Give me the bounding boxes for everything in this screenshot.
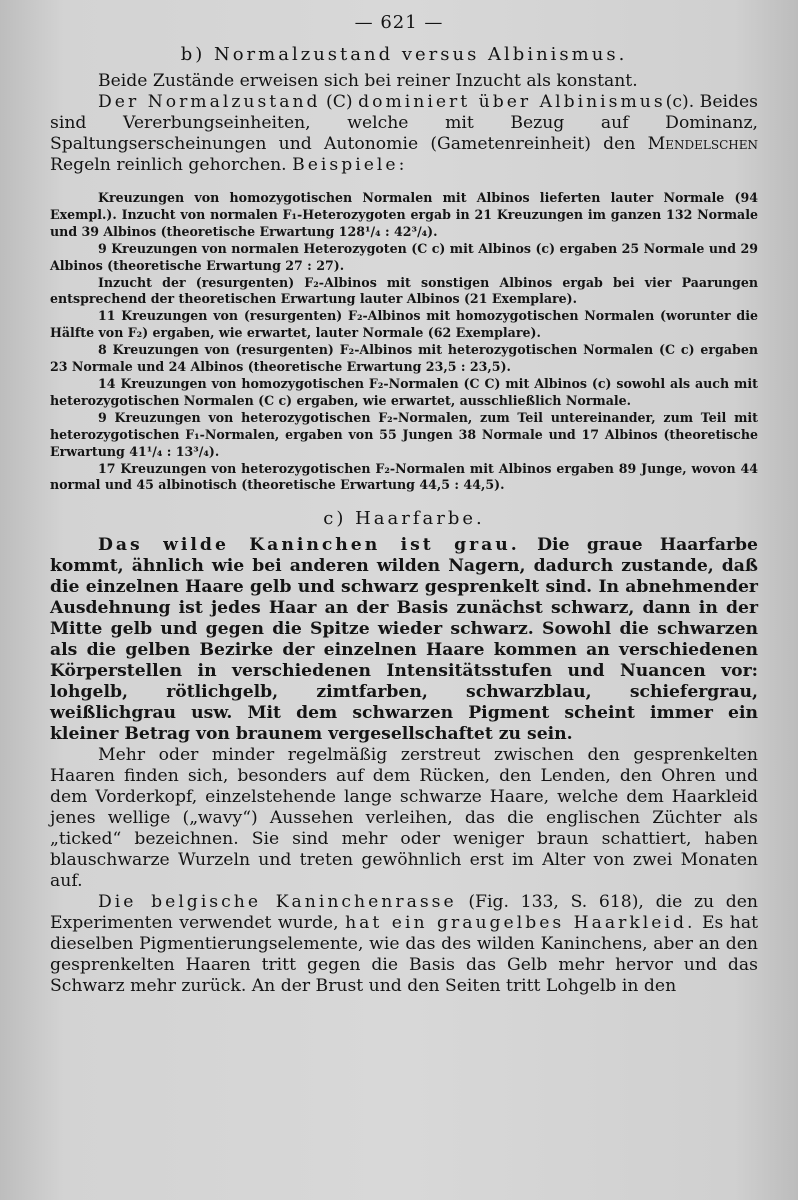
example-paragraph: 9 Kreuzungen von normalen Heterozygoten (C c) mit Albinos (c) ergaben 25 Normale und 29 Albinos (theoretische Erwartung 27 : 27). [50, 240, 758, 273]
paragraph-text: Regeln reinlich gehorchen. [50, 155, 287, 175]
paragraph-text: (c). Beides sind Vererbungseinheiten, welche mit Bezug auf Dominanz, Spaltungserscheinungen und Autonomie (Gametenreinheit) den [50, 92, 758, 154]
author-name: Mendelschen [647, 134, 758, 154]
example-paragraph: 14 Kreuzungen von homozygotischen F₂-Normalen (C C) mit Albinos (c) sowohl als auch mit heterozygotischen Normalen (C c) ergaben, wie erwartet, ausschließlich Normale. [50, 375, 758, 408]
paragraph [50, 892, 758, 997]
section-c-heading: c) Haarfarbe. [323, 508, 485, 530]
emphasis-text: hat ein graugelbes Haarkleid. [345, 913, 696, 934]
paragraph-text: (C) [326, 92, 353, 112]
paragraph-text: Beide Zustände erweisen sich bei reiner Inzucht als konstant. [98, 71, 638, 91]
example-paragraph: Inzucht der (resurgenten) F₂-Albinos mit sonstigen Albinos ergab bei vier Paarungen entsprechend der theoretischen Erwartung lauter Albinos (21 Exemplare). [50, 274, 758, 307]
paragraph-text: Die graue Haarfarbe kommt, ähnlich wie bei anderen wilden Nagern, dadurch zustande, daß die einzelnen Haare gelb und schwarz gesprenkelt sind. In abnehmender Ausdehnung ist jedes Haar an der Basis zunächst schwarz, dann in der Mitte gelb und gegen die Spitze wieder schwarz. Sowohl die schwarzen als die gelben Bezirke der einzelnen Haare kommen an verschiedenen Körperstellen in verschiedenen Intensitätsstufen und Nuancen vor: lohgelb, rötlichgelb, zimtfarben, schwarzblau, schiefergrau, weißlichgrau usw. Mit dem schwarzen Pigment scheint immer ein kleiner Betrag von braunem vergesellschaftet zu sein. [50, 535, 758, 745]
emphasis-text: Die belgische Kaninchenrasse [98, 892, 457, 913]
paragraph: Mehr oder minder regelmäßig zerstreut zwischen den gesprenkelten Haaren finden sich, besonders auf dem Rücken, den Lenden, den Ohren und dem Vorderkopf, einzelstehende lange schwarze Haare, welche dem Haarkleid jenes wellige („wavy“) Aussehen verleihen, das die englischen Züchter als „ticked“ bezeichnen. Sie sind mehr oder weniger braun schattiert, haben blauschwarze Wurzeln und treten gewöhnlich erst im Alter von zwei Monaten auf. [50, 745, 758, 892]
page-number: — 621 — [354, 12, 444, 33]
emphasis-text: Beispiele: [292, 155, 408, 175]
paragraph [50, 535, 758, 745]
example-paragraph: 11 Kreuzungen von (resurgenten) F₂-Albinos mit homozygotischen Normalen (worunter die Hälfte von F₂) ergaben, wie erwartet, lauter Normale (62 Exemplare). [50, 308, 758, 341]
page-content [50, 44, 758, 997]
paragraph-text: Es hat dieselben Pigmentierungselemente, wie das des wilden Kaninchens, aber an den gesprenkelten Haaren tritt gegen die Basis das Gelb mehr hervor und das Schwarz mehr zurück. An der Brust und den Seiten tritt Lohgelb in den [50, 913, 759, 997]
paragraph [50, 71, 758, 92]
example-paragraph: 8 Kreuzungen von (resurgenten) F₂-Albinos mit heterozygotischen Normalen (C c) ergaben 23 Normale und 24 Albinos (theoretische Erwartung 23,5 : 23,5). [50, 342, 758, 375]
emphasis-text: Das wilde Kaninchen ist grau. [98, 535, 520, 556]
section-b-heading: b) Normalzustand versus Albinismus. [180, 44, 628, 65]
emphasis-text: Der Normalzustand [98, 92, 321, 112]
emphasis-text: dominiert über Albinismus [358, 92, 666, 112]
example-paragraph: Kreuzungen von homozygotischen Normalen mit Albinos lieferten lauter Normale (94 Exempl.). Inzucht von normalen F₁-Heterozygoten ergab in 21 Kreuzungen im ganzen 132 Normale und 39 Albinos (theoretische Erwartung 128¹/₄ : 42³/₄). [50, 190, 758, 239]
example-paragraph: 9 Kreuzungen von heterozygotischen F₂-Normalen, zum Teil untereinander, zum Teil mit heterozygotischen F₁-Normalen, ergaben von 55 Jungen 38 Normale und 17 Albinos (theoretische Erwartung 41¹/₄ : 13³/₄). [50, 409, 758, 459]
paragraph [50, 92, 758, 176]
paragraph-text: (Fig. 133, S. 618), die zu den Experimenten verwendet wurde, [50, 892, 759, 934]
example-paragraph: 17 Kreuzungen von heterozygotischen F₂-Normalen mit Albinos ergaben 89 Junge, wovon 44 normal und 45 albinotisch (theoretische Erwartung 44,5 : 44,5). [50, 460, 758, 493]
